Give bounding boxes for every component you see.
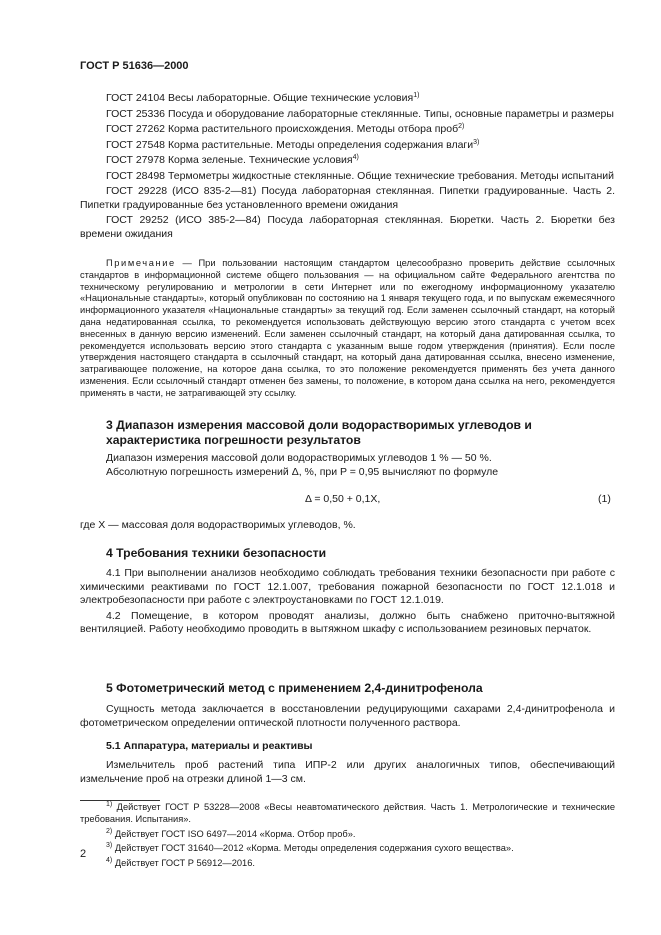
reference-item: ГОСТ 27548 Корма растительные. Методы определения содержания влаги$^{3)}$ — [106, 138, 480, 151]
footnote-item: $^{3)}$ Действует ГОСТ 31640—2012 «Корма. Методы определения содержания сухого вещества». — [106, 842, 514, 854]
reference-item: ГОСТ 24104 Весы лабораторные. Общие технические условия$^{1)}$ — [106, 92, 420, 104]
section-3-body: Диапазон измерения массовой доли водорастворимых углеводов 1 % — 50 %. Абсолютную погрешность измерений Δ, %, при P = 0,95 вычисляют по формуле — [106, 452, 499, 478]
reference-item: ГОСТ 27262 Корма растительного происхождения. Методы отбора проб$^{2)}$ — [106, 123, 465, 135]
footnote-separator — [80, 800, 160, 801]
note-paragraph: Примечание — При пользовании настоящим стандартом целесообразно проверить действие ссылочных стандартов в информационной системе общего пользования — на официальном сайте Федерального агентства по техническому регулированию и метрологии в сети Интернет или по ежегодному информационному указателю «Национальные стандарты», который опубликован по состоянию на 1 января текущего года, и по выпускам ежемесячного информационного указателя «Национальные стандарты» за текущий год. Если заменен ссылочный стандарт, на который дана недатированная ссылка, то рекомендуется использовать действующую версию этого стандарта с учетом всех внесенных в данную версию изменений. Если заменен ссылочный стандарт, на который дана датированная ссылка, то рекомендуется использовать версию этого стандарта с указанным выше годом утверждения (принятия). Если после утверждения настоящего стандарта в ссылочный стандарт, на который дана датированная ссылка, внесено изменение, затрагивающее положение, на которое дана ссылка, то это положение рекомендуется применять без учета данного изменения. Если ссылочный стандарт отменен без замены, то положение, в котором дана ссылка на него, рекомендуется применять в части, не затрагивающей эту ссылку. — [80, 258, 615, 398]
section-3-title: 3 Диапазон измерения массовой доли водорастворимых углеводов и характеристика погрешности результатов — [106, 418, 532, 447]
standard-id: ГОСТ Р 51636—2000 — [80, 60, 189, 72]
normative-references — [80, 92, 615, 243]
section-5-title: 5 Фотометрический метод с применением 2,4-динитрофенола — [106, 681, 483, 695]
section-4-title: 4 Требования техники безопасности — [106, 546, 327, 560]
reference-item: ГОСТ 27978 Корма зеленые. Технические условия$^{4)}$ — [106, 154, 359, 166]
reference-item: ГОСТ 29252 (ИСО 385-2—84) Посуда лабораторная стеклянная. Бюретки. Часть 2. Бюретки без времени ожидания — [80, 214, 615, 240]
footnote-item: $^{1)}$ Действует ГОСТ Р 53228—2008 «Весы неавтоматического действия. Часть 1. Метрологические и технические требования. Испытания». — [80, 801, 615, 824]
section-5-intro: Сущность метода заключается в восстановлении редуцирующими сахарами 2,4-динитрофенола и фотометрическом определении оптической плотности полученного раствора. — [80, 703, 615, 729]
footnote-item: $^{4)}$ Действует ГОСТ Р 56912—2016. — [106, 857, 255, 869]
subsection-5-1-body: Измельчитель проб растений типа ИПР-2 или других аналогичных типов, обеспечивающий измельчение проб на отрезки длиной 1—3 см. — [80, 759, 615, 785]
formula-explanation: где X — массовая доля водорастворимых углеводов, %. — [80, 519, 356, 531]
footnote-item: $^{2)}$ Действует ГОСТ ISO 6497—2014 «Корма. Отбор проб». — [106, 827, 356, 839]
formula: Δ = 0,50 + 0,1X, — [305, 493, 381, 505]
footnotes — [80, 802, 615, 873]
reference-item: ГОСТ 25336 Посуда и оборудование лабораторные стеклянные. Типы, основные параметры и размеры — [106, 107, 614, 120]
reference-item: ГОСТ 28498 Термометры жидкостные стеклянные. Общие технические требования. Методы испытаний — [106, 169, 614, 182]
section-4-body: 4.1 При выполнении анализов необходимо соблюдать требования техники безопасности при работе с химическими реактивами по ГОСТ 12.1.007, требования пожарной безопасности по ГОСТ 12.1.018 и электробезопасности при работе с электроустановками по ГОСТ 12.1.019. 4.2 Помещение, в котором проводят анализы, должно быть снабжено приточно-вытяжной вентиляцией. Работу необходимо проводить в вытяжном шкафу с использованием резиновых перчаток. — [80, 567, 615, 635]
page-number: 2 — [80, 848, 87, 860]
reference-item: ГОСТ 29228 (ИСО 835-2—81) Посуда лабораторная стеклянная. Пипетки градуированные. Часть 2. Пипетки градуированные без установленного времени ожидания — [80, 185, 615, 211]
formula-number: (1) — [598, 493, 611, 505]
subsection-5-1-title: 5.1 Аппаратура, материалы и реактивы — [106, 740, 313, 752]
note-label: Примечание — [106, 258, 176, 268]
